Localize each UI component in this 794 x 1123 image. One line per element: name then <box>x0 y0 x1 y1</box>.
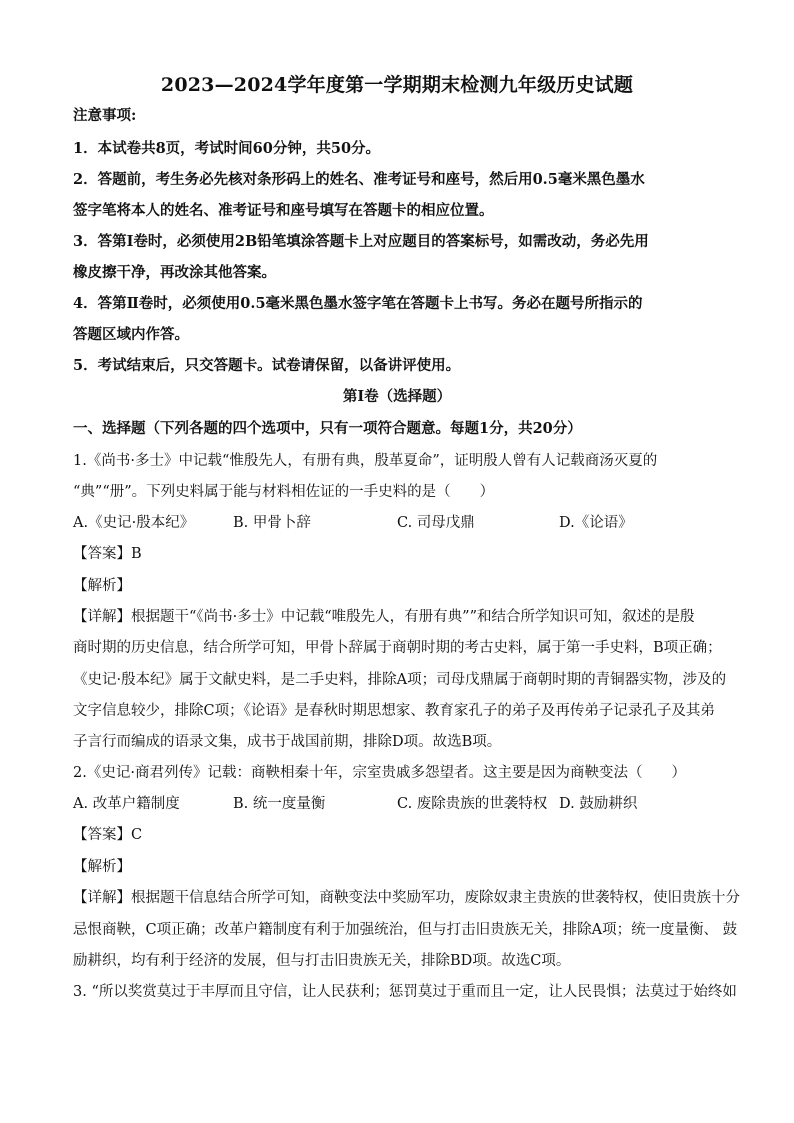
q2-options <box>73 794 637 814</box>
q2-answer: 【答案】C <box>73 827 143 843</box>
q2-detail-line-1: 【详解】根据题干信息结合所学可知，商鞅变法中奖励军功，废除奴隶主贵族的世袭特权，使旧贵族十分 <box>73 890 740 906</box>
q2-option-d: D. 鼓励耕织 <box>559 796 638 812</box>
notes-item-4-line-2: 答题区域内作答。 <box>73 326 189 343</box>
notes-item-3-line-2: 橡皮擦干净，再改涂其他答案。 <box>73 264 276 281</box>
q1-option-d: D.《论语》 <box>559 515 633 531</box>
notes-item-5: 5．考试结束后，只交答题卡。试卷请保留，以备讲评使用。 <box>73 357 461 374</box>
q3-stem-line-1: 3. “所以奖赏莫过于丰厚而且守信，让人民获利；惩罚莫过于重而且一定，让人民畏惧；法莫过于始终如 <box>73 984 737 1000</box>
exam-title: 2023—2024学年度第一学期期末检测九年级历史试题 <box>160 74 634 96</box>
notes-item-1: 1．本试卷共8页，考试时间60分钟，共50分。 <box>73 140 381 157</box>
q1-detail-line-5: 子言行而编成的语录文集，成书于战国前期，排除D项。故选B项。 <box>73 734 502 750</box>
notes-item-2-line-1: 2．答题前，考生务必先核对条形码上的姓名、准考证号和座号，然后用0.5毫米黑色墨水 <box>73 171 645 188</box>
notes-heading: 注意事项: <box>73 107 137 124</box>
section-title: 第Ⅰ卷（选择题） <box>342 388 452 405</box>
notes-item-3-line-1: 3．答第Ⅰ卷时，必须使用2B铅笔填涂答题卡上对应题目的答案标号，如需改动，务必先用 <box>73 233 649 250</box>
notes-item-2-line-2: 签字笔将本人的姓名、准考证号和座号填写在答题卡的相应位置。 <box>73 202 494 219</box>
q1-options <box>73 513 633 533</box>
q1-stem-line-2: “典”“册”。下列史料属于能与材料相佐证的一手史料的是（ ） <box>73 484 495 500</box>
q2-detail-line-2: 忌恨商鞅，C项正确；改革户籍制度有利于加强统治，但与打击旧贵族无关，排除A项；统一度量衡、 鼓 <box>73 922 738 938</box>
q1-detail-line-1: 【详解】根据题干“《尚书·多士》中记载“唯殷先人，有册有典””和结合所学知识可知，叙述的是殷 <box>73 609 695 625</box>
part-heading: 一、选择题（下列各题的四个选项中，只有一项符合题意。每题1分，共20分） <box>73 420 582 437</box>
q1-detail-line-2: 商时期的历史信息，结合所学可知，甲骨卜辞属于商朝时期的考古史料，属于第一手史料，B项正确； <box>73 640 722 656</box>
q1-stem-line-1: 1.《尚书·多士》中记载“惟殷先人，有册有典，殷革夏命”，证明殷人曾有人记载商汤灭夏的 <box>73 453 658 469</box>
q1-option-b: B. 甲骨卜辞 <box>233 515 311 531</box>
q1-answer: 【答案】B <box>73 546 142 562</box>
q2-option-a: A. 改革户籍制度 <box>73 796 180 812</box>
notes-item-4-line-1: 4．答第Ⅱ卷时，必须使用0.5毫米黑色墨水签字笔在答题卡上书写。务必在题号所指示的 <box>73 295 643 312</box>
q2-option-b: B. 统一度量衡 <box>233 796 326 812</box>
q1-detail-line-3: 《史记·殷本纪》属于文献史料，是二手史料，排除A项；司母戊鼎属于商朝时期的青铜器实物，涉及的 <box>73 672 727 688</box>
q1-option-a: A.《史记·殷本纪》 <box>73 515 195 531</box>
q1-analysis-label: 【解析】 <box>73 578 131 594</box>
q2-detail-line-3: 励耕织，均有利于经济的发展，但与打击旧贵族无关，排除BD项。故选C项。 <box>73 953 571 969</box>
q1-detail-line-4: 文字信息较少，排除C项；《论语》是春秋时期思想家、教育家孔子的弟子及再传弟子记录孔子及其弟 <box>73 703 715 719</box>
q1-option-c: C. 司母戊鼎 <box>397 515 475 531</box>
q2-analysis-label: 【解析】 <box>73 859 131 875</box>
q2-stem-line-1: 2.《史记·商君列传》记载：商鞅相秦十年，宗室贵戚多怨望者。这主要是因为商鞅变法（ ） <box>73 765 686 781</box>
q2-option-c: C. 废除贵族的世袭特权 <box>397 796 548 812</box>
